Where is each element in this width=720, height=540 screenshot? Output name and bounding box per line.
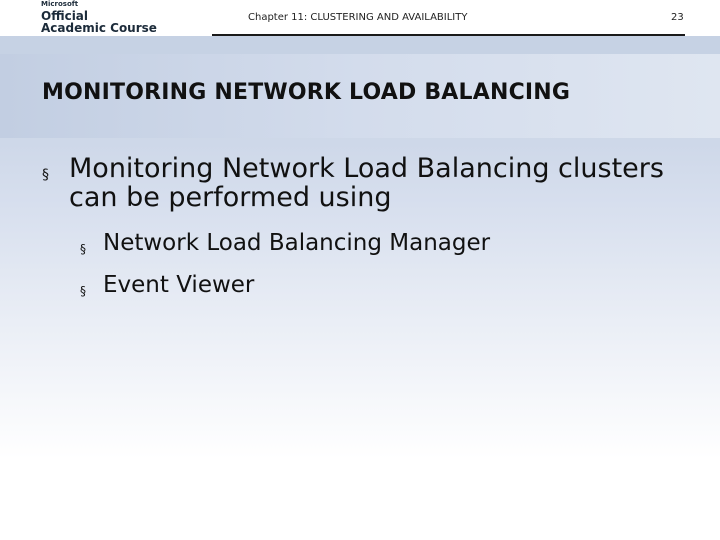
logo-line-2: Academic Course: [41, 21, 157, 35]
slide-title: MONITORING NETWORK LOAD BALANCING: [42, 80, 571, 105]
bullet-marker-icon: §: [42, 167, 49, 183]
sub-bullet-text: Network Load Balancing Manager: [103, 230, 491, 256]
sub-bullet-marker-icon: §: [80, 284, 86, 298]
header-divider: [212, 34, 685, 36]
chapter-title: Chapter 11: CLUSTERING AND AVAILABILITY: [248, 12, 468, 23]
sub-bullet-item: [80, 271, 254, 299]
sub-bullet-marker-icon: §: [80, 242, 86, 256]
sub-bullet-text: Event Viewer: [103, 272, 255, 298]
bullet-item: [42, 154, 692, 212]
bullet-text: Monitoring Network Load Balancing clusters can be performed using: [69, 153, 664, 213]
microsoft-official-academic-course-logo: [41, 1, 157, 34]
slide-header: [0, 0, 720, 36]
logo-brand: Microsoft: [41, 0, 79, 8]
logo-line-1: Official: [41, 9, 89, 23]
sub-bullet-item: [80, 229, 490, 257]
page-number: 23: [671, 12, 684, 23]
